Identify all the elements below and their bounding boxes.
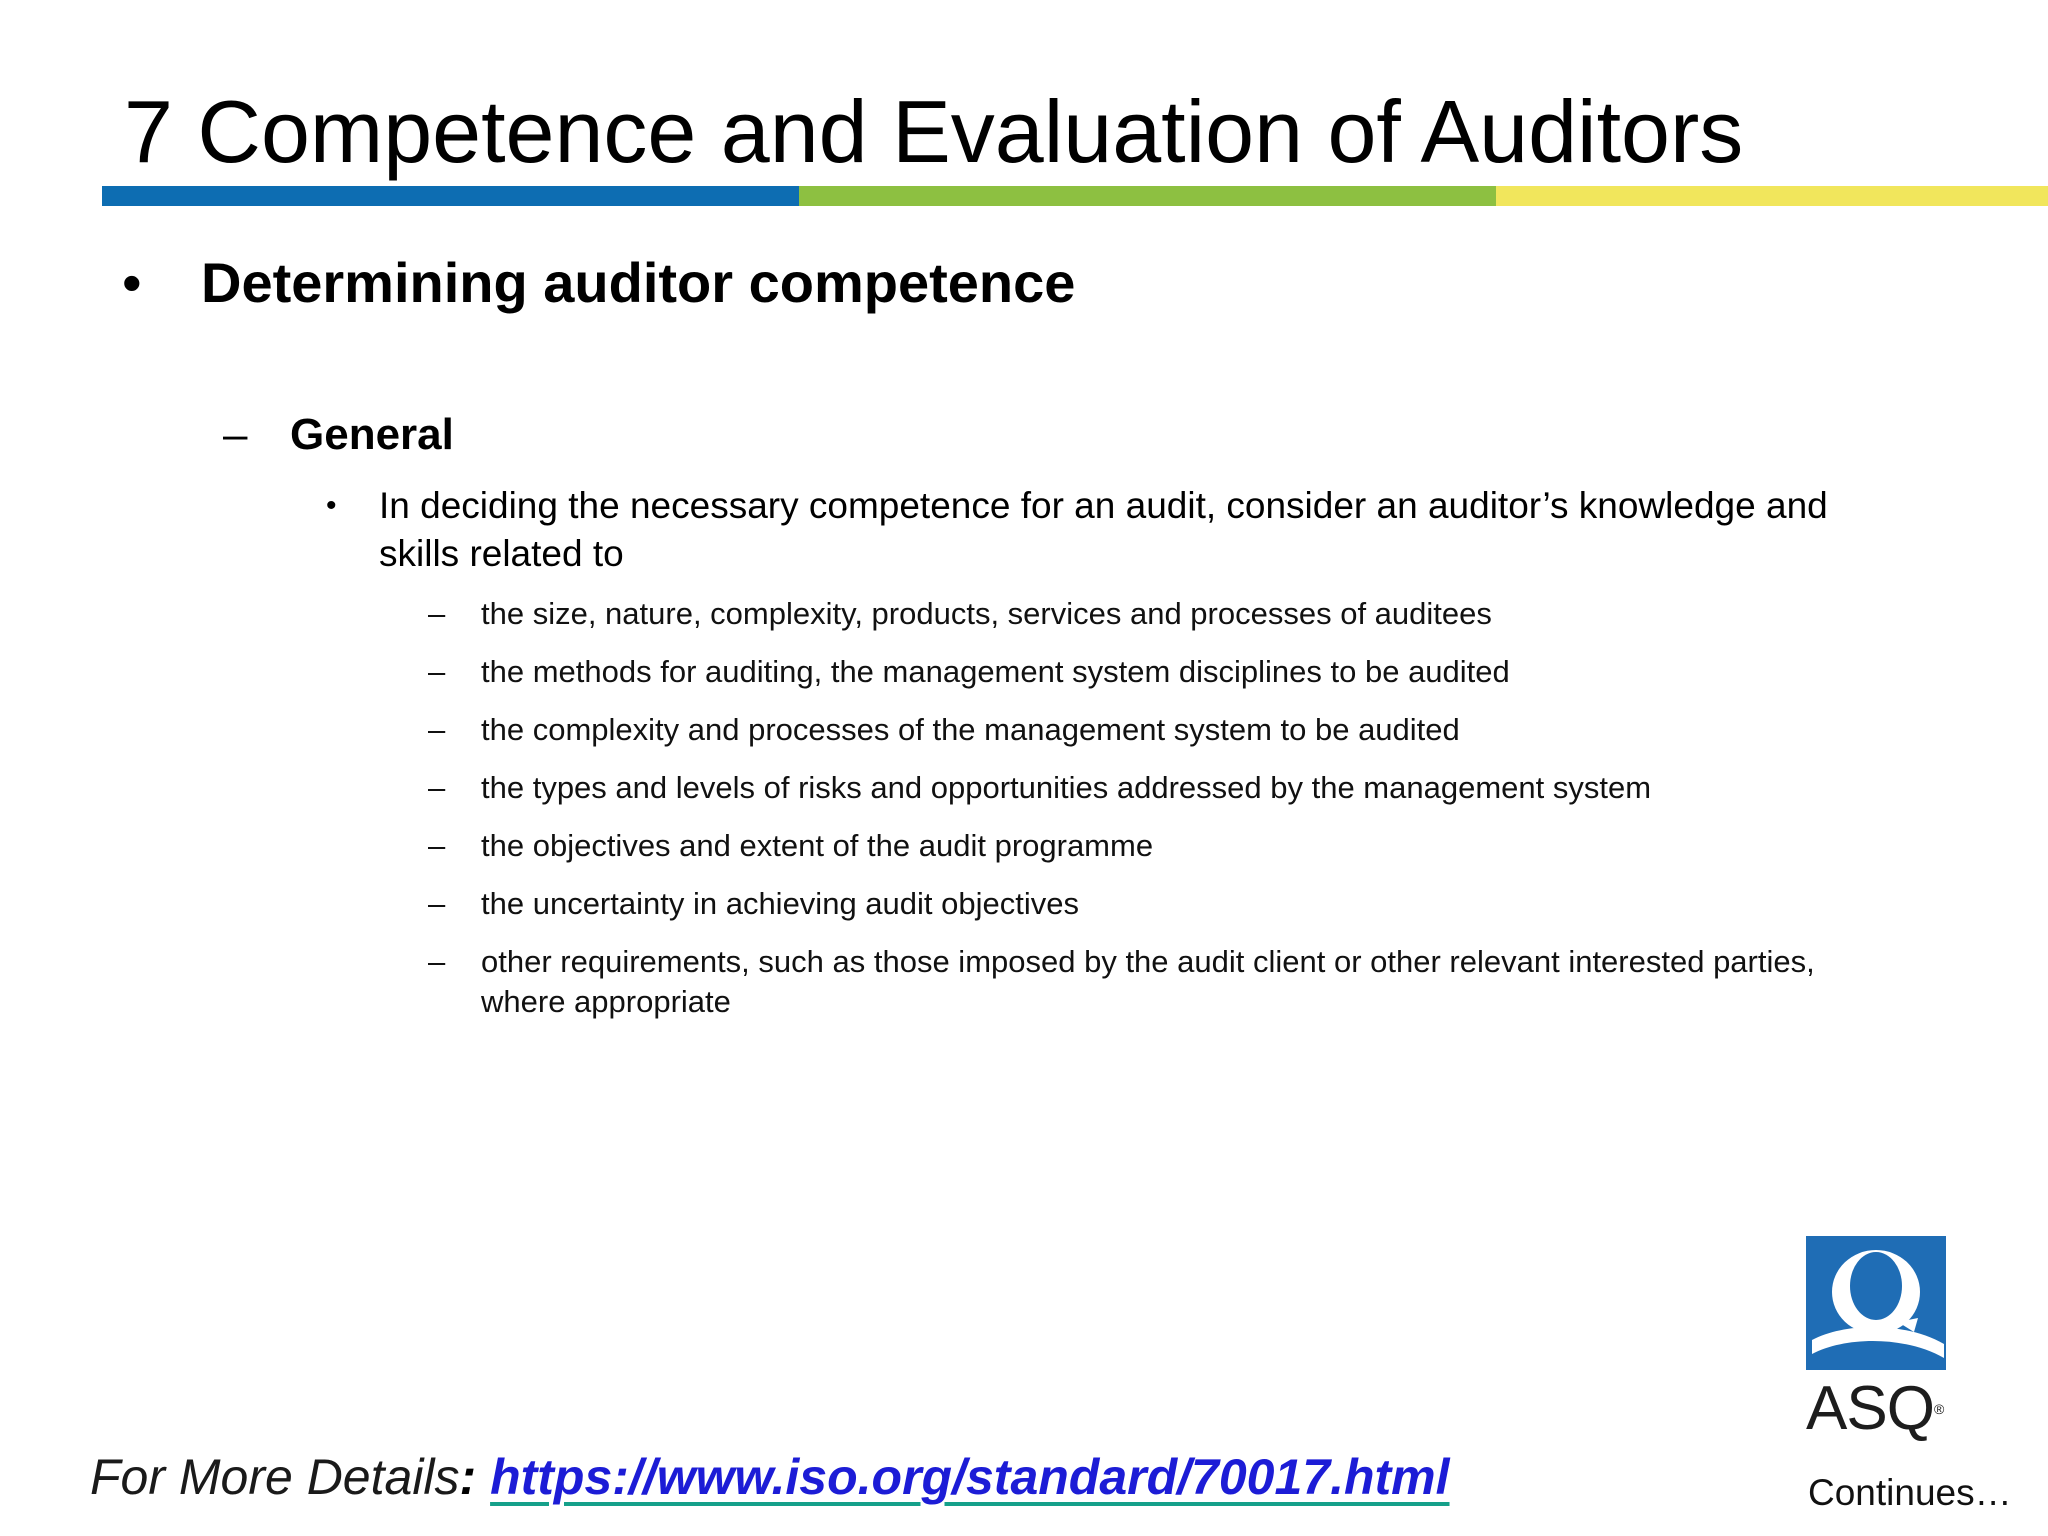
- title-color-rule: [102, 186, 2048, 206]
- rule-segment-blue: [102, 186, 799, 206]
- list-item: [428, 594, 1888, 634]
- list-item-text: the complexity and processes of the management system to be audited: [481, 712, 1460, 747]
- asq-wordmark-text: ASQ: [1806, 1374, 1934, 1443]
- list-item-text: the size, nature, complexity, products, services and processes of auditees: [481, 596, 1492, 631]
- list-item-text: the types and levels of risks and opportunities addressed by the management system: [481, 770, 1652, 805]
- continues-label: Continues…: [1808, 1472, 2012, 1513]
- list-item: [428, 768, 1888, 808]
- q-symbol-icon: [1806, 1236, 1946, 1370]
- dash-marker: –: [428, 886, 446, 921]
- bullet-text: Determining auditor competence: [201, 251, 1076, 314]
- iso-standard-link[interactable]: https://www.iso.org/standard/70017.html: [490, 1449, 1450, 1505]
- slide-title: 7 Competence and Evaluation of Auditors: [124, 82, 1744, 181]
- more-details-line: [90, 1448, 1450, 1506]
- dash-marker: –: [428, 654, 446, 689]
- more-details-colon: :: [459, 1449, 491, 1505]
- list-item-text: the objectives and extent of the audit programme: [481, 828, 1154, 863]
- list-item: [428, 710, 1888, 750]
- dash-marker: –: [428, 596, 446, 631]
- asq-q-logo-icon: [1806, 1236, 1946, 1370]
- list-item: [428, 942, 1888, 1022]
- bullet-marker: •: [326, 489, 337, 522]
- rule-segment-yellow: [1496, 186, 2048, 206]
- asq-logo: [1806, 1236, 1948, 1442]
- more-details-label: For More Details: [90, 1449, 460, 1505]
- dash-marker: –: [428, 770, 446, 805]
- competence-factors-list: [428, 594, 1888, 1040]
- list-item: [428, 826, 1888, 866]
- asq-wordmark: [1806, 1376, 1948, 1442]
- dash-marker: –: [428, 944, 446, 979]
- dash-marker: –: [223, 410, 248, 459]
- registered-mark: ®: [1933, 1401, 1944, 1417]
- rule-segment-green: [799, 186, 1496, 206]
- sub-bullet-text: General: [290, 410, 454, 459]
- list-item-text: the methods for auditing, the management system disciplines to be audited: [481, 654, 1510, 689]
- bullet-marker: •: [122, 251, 142, 314]
- list-item: [428, 884, 1888, 924]
- bullet-text: In deciding the necessary competence for an audit, consider an auditor’s knowledge and skills related to: [379, 485, 1828, 574]
- list-item-text: other requirements, such as those imposed by the audit client or other relevant interested parties, where appropriate: [481, 944, 1815, 1019]
- dash-marker: –: [428, 712, 446, 747]
- list-item-text: the uncertainty in achieving audit objectives: [481, 886, 1079, 921]
- dash-marker: –: [428, 828, 446, 863]
- bullet-deciding-competence: [326, 482, 1886, 578]
- list-item: [428, 652, 1888, 692]
